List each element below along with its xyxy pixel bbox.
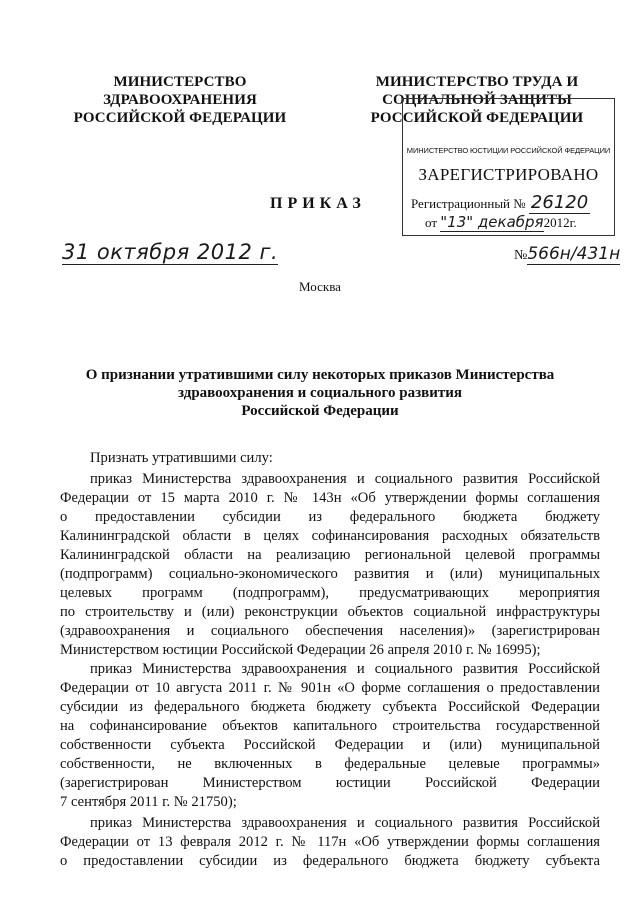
order-number-value: 566н/431н: [527, 244, 621, 264]
body-line-1: Признать утратившими силу:: [90, 450, 273, 466]
body-line-9: по строительству и (или) реконструкции объектов социальной инфраструктуры: [60, 604, 600, 620]
body-line-14: субсидии из федерального бюджета бюджету субъекта Российской Федерации: [60, 699, 600, 715]
stamp-date-prefix: от: [425, 215, 438, 230]
stamp-reg-label: Регистрационный №: [411, 196, 526, 211]
stamp-date-year: 2012г.: [543, 215, 577, 230]
body-line-13: Федерации от 10 августа 2011 г. № 901н «О форме соглашения о предоставлении: [60, 680, 600, 696]
document-heading: [70, 366, 570, 420]
stamp-registered: ЗАРЕГИСТРИРОВАНО: [418, 165, 599, 184]
body-line-17: собственности, не включенных в федеральные целевые программы»: [60, 756, 600, 772]
body-line-6: Калининградской области на реализацию региональной целевой программы: [60, 547, 600, 563]
body-line-12: приказ Министерства здравоохранения и социального развития Российской: [90, 661, 600, 677]
registration-stamp: [402, 98, 615, 236]
order-title: ПРИКАЗ: [270, 195, 366, 212]
stamp-registration-number: [411, 192, 590, 213]
stamp-header: МИНИСТЕРСТВО ЮСТИЦИИ РОССИЙСКОЙ ФЕДЕРАЦИИ: [406, 146, 611, 155]
city: Москва: [299, 279, 341, 294]
body-line-19: 7 сентября 2011 г. № 21750);: [60, 794, 237, 810]
ministry-health-header: [60, 73, 300, 127]
ministry-left-line-2: ЗДРАВООХРАНЕНИЯ: [103, 92, 257, 108]
heading-line-3: Российской Федерации: [241, 403, 399, 419]
heading-line-2: здравоохранения и социального развития: [178, 385, 462, 401]
stamp-reg-number: 26120: [530, 192, 589, 213]
heading-line-1: О признании утратившими силу некоторых приказов Министерства: [85, 367, 555, 383]
body-line-16: собственности субъекта Российской Федерации и (или) муниципальной: [60, 737, 600, 753]
body-line-5: Калининградской области в целях софинансирования расходных обязательств: [60, 528, 600, 544]
order-number-prefix: №: [514, 248, 528, 263]
body-line-4: о предоставлении субсидии из федерального бюджета бюджету: [60, 509, 600, 525]
ministry-left-line-3: РОССИЙСКОЙ ФЕДЕРАЦИИ: [73, 110, 287, 126]
body-line-3: Федерации от 15 марта 2010 г. № 143н «Об утверждении формы соглашения: [60, 490, 600, 506]
stamp-date: [425, 213, 577, 231]
body-line-7: (подпрограмм) социально-экономического развития и (или) муниципальных: [60, 566, 600, 582]
body-line-2: приказ Министерства здравоохранения и социального развития Российской: [90, 471, 600, 487]
stamp-date-value: "13" декабря: [440, 213, 544, 231]
body-line-20: приказ Министерства здравоохранения и социального развития Российской: [90, 815, 600, 831]
body-line-18: (зарегистрирован Министерством юстиции Российской Федерации: [60, 775, 600, 791]
body-line-21: Федерации от 13 февраля 2012 г. № 117н «Об утверждении формы соглашения: [60, 834, 600, 850]
body-line-10: (здравоохранения и социального обеспечения населения)» (зарегистрирован: [60, 623, 600, 639]
ministry-right-line-1: МИНИСТЕРСТВО ТРУДА И: [375, 74, 579, 90]
ministry-right-line-3: РОССИЙСКОЙ ФЕДЕРАЦИИ: [370, 110, 584, 126]
ministry-right-line-2: СОЦИАЛЬНОЙ ЗАЩИТЫ: [382, 92, 572, 108]
order-date: 31 октября 2012 г.: [62, 240, 279, 264]
body-line-8: целевых программ (подпрограмм), предусматривающих мероприятия: [60, 585, 600, 601]
order-number: [514, 244, 620, 264]
ministry-left-line-1: МИНИСТЕРСТВО: [113, 74, 247, 90]
body-line-22: о предоставлении субсидии из федерального бюджета бюджету субъекта: [60, 853, 600, 869]
body-line-11: Министерством юстиции Российской Федерации 26 апреля 2010 г. № 16995);: [60, 642, 541, 658]
body-line-15: на софинансирование объектов капитального строительства государственной: [60, 718, 600, 734]
